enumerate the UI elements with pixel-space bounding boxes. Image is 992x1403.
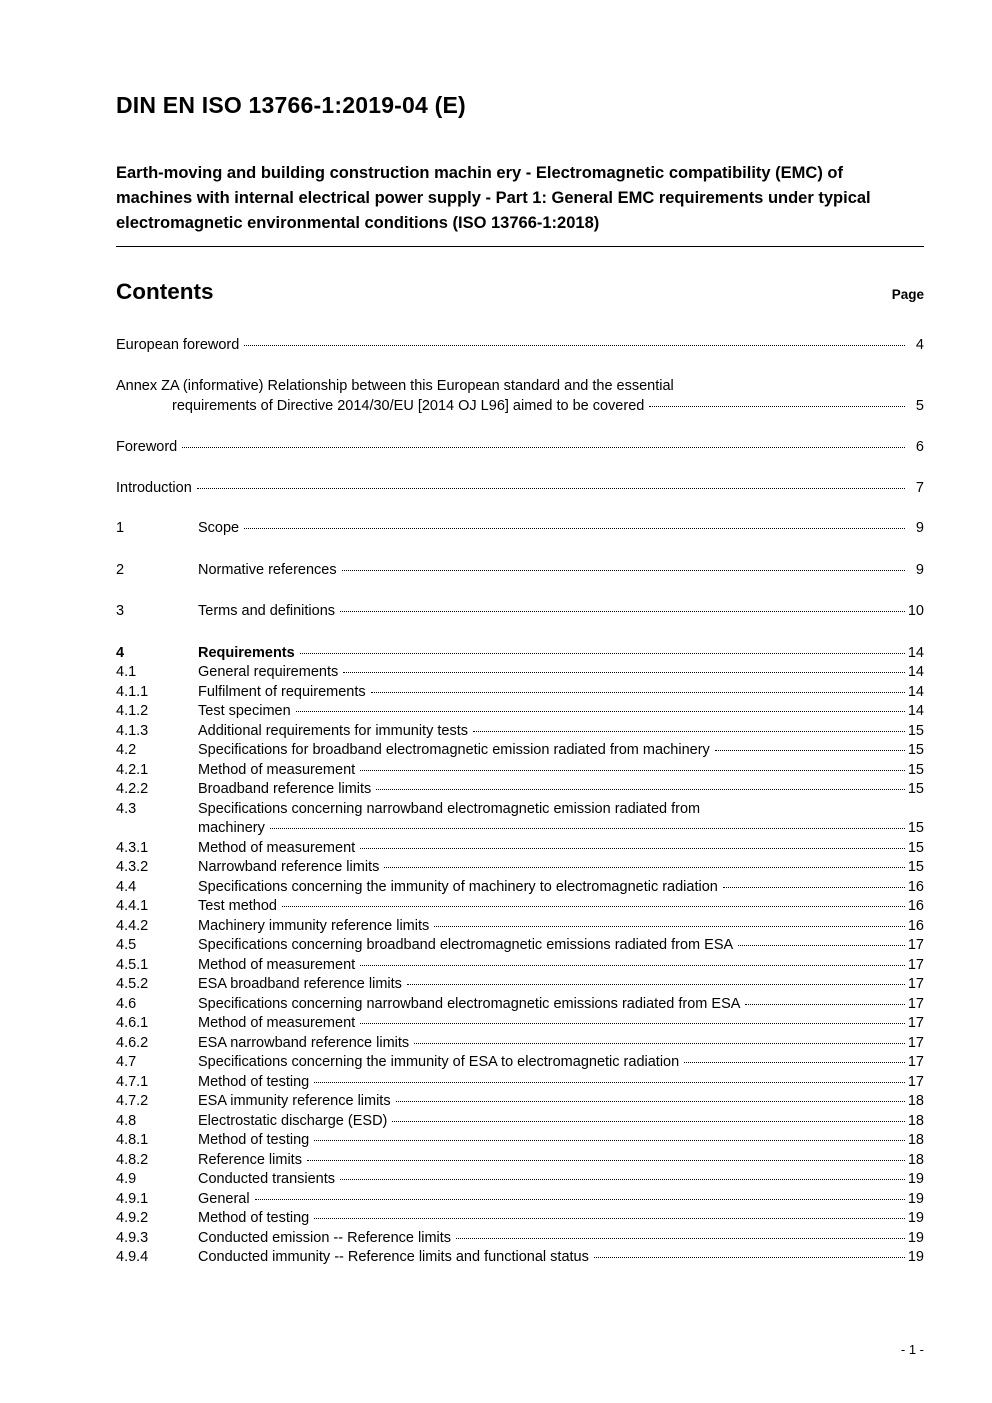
toc-clause-page: 15 (907, 820, 924, 836)
leader-dots (594, 1257, 905, 1258)
leader-dots (296, 711, 905, 712)
toc-clause-row[interactable] (116, 1151, 924, 1171)
leader-dots (360, 848, 905, 849)
toc-clause-row[interactable] (116, 839, 924, 859)
toc-clause-number: 4.8.1 (116, 1132, 149, 1148)
toc-clause-row[interactable] (116, 1248, 924, 1268)
title-divider (116, 246, 924, 247)
contents-heading: Contents (116, 279, 214, 304)
toc-entry-label-second-line (116, 396, 924, 416)
toc-clause-row[interactable] (116, 683, 924, 703)
toc-clause-page: 15 (907, 761, 924, 778)
toc-clause-page: 17 (907, 937, 924, 953)
toc-clause-row[interactable] (116, 858, 924, 878)
toc-clause-label: Reference limits (198, 1151, 302, 1168)
toc-clause-label: Specifications concerning the immunity of machinery to electromagnetic radiation (198, 878, 718, 895)
toc-clause-page: 16 (907, 878, 924, 895)
toc-clause-row[interactable] (116, 722, 924, 742)
toc-clause-label: General (198, 1190, 250, 1207)
toc-clause-page: 19 (907, 1171, 924, 1187)
toc-clause-page: 19 (907, 1190, 924, 1207)
toc-clause-page: 15 (907, 781, 924, 797)
leader-dots (434, 926, 905, 927)
toc-clause-page: 18 (907, 1093, 924, 1109)
toc-entry-foreword[interactable] (116, 437, 924, 457)
toc-clause-number: 4.1.2 (116, 703, 149, 719)
leader-dots (282, 906, 905, 907)
leader-dots (343, 672, 905, 673)
toc-clause-row[interactable] (116, 761, 924, 781)
toc-clause-row[interactable] (116, 1170, 924, 1190)
leader-dots (314, 1082, 905, 1083)
leader-dots (255, 1199, 905, 1200)
toc-clause-row-continued[interactable] (116, 819, 924, 839)
toc-clause-label: Method of measurement (198, 956, 356, 973)
toc-clause-label: Specifications concerning the immunity of ESA to electromagnetic radiation (198, 1054, 680, 1070)
leader-dots (384, 867, 905, 868)
toc-clause-number: 4.7 (116, 1054, 137, 1070)
toc-clause-row[interactable] (116, 519, 924, 539)
toc-clause-number: 4.6 (116, 995, 137, 1012)
toc-entry-page: 4 (915, 337, 924, 353)
toc-clause-row[interactable] (116, 1073, 924, 1093)
toc-clause-row[interactable] (116, 1112, 924, 1132)
toc-clause-list (116, 519, 924, 1268)
page-column-label: Page (891, 287, 924, 302)
leader-dots (342, 570, 905, 571)
contents-header-row (116, 279, 924, 305)
toc-clause-number: 4.5 (116, 937, 137, 953)
toc-clause-label: Specifications for broadband electromagnetic emission radiated from machinery (198, 742, 710, 758)
document-number: DIN EN ISO 13766-1:2019-04 (E) (116, 92, 466, 118)
leader-dots (360, 965, 905, 966)
toc-clause-label: Additional requirements for immunity tests (198, 722, 468, 739)
leader-dots (407, 984, 905, 985)
toc-clause-label: General requirements (198, 664, 339, 680)
toc-entry-label: Foreword (116, 439, 178, 455)
leader-dots (649, 406, 905, 407)
toc-clause-label: Method of testing (198, 1132, 310, 1148)
toc-clause-number: 4.3.2 (116, 859, 149, 875)
toc-clause-page: 19 (907, 1249, 924, 1265)
toc-clause-row[interactable] (116, 663, 924, 683)
toc-clause-number: 4.8.2 (116, 1151, 149, 1168)
toc-clause-row[interactable] (116, 1190, 924, 1210)
toc-clause-label: Test method (198, 898, 277, 914)
toc-clause-number: 4.8 (116, 1112, 137, 1129)
toc-clause-number: 4.9 (116, 1171, 137, 1187)
toc-clause-label: Conducted transients (198, 1171, 336, 1187)
toc-clause-row[interactable] (116, 741, 924, 761)
toc-clause-label: ESA immunity reference limits (198, 1093, 391, 1109)
toc-entry-annex-za[interactable] (116, 376, 924, 416)
table-of-contents (116, 335, 924, 1268)
leader-dots (197, 488, 905, 489)
toc-clause-row[interactable] (116, 975, 924, 995)
toc-clause-page: 19 (907, 1229, 924, 1246)
leader-dots (376, 789, 905, 790)
leader-dots (340, 1179, 905, 1180)
toc-clause-label: Scope (198, 520, 240, 536)
leader-dots (414, 1043, 905, 1044)
toc-entry-label: Introduction (116, 480, 192, 496)
toc-clause-page: 17 (907, 976, 924, 992)
toc-clause-number: 3 (116, 603, 125, 619)
toc-clause-page: 15 (907, 722, 924, 739)
leader-dots (456, 1238, 905, 1239)
toc-clause-number: 4.3.1 (116, 839, 149, 856)
toc-clause-number: 4.1.3 (116, 722, 149, 739)
toc-clause-label: Test specimen (198, 703, 291, 719)
toc-clause-page: 9 (915, 561, 924, 578)
document-title: Earth-moving and building construction machin ery - Electromagnetic compatibility (EMC) of machines with internal electrical power supply - Part 1: General EMC requirements under typical electromagnetic environmental conditions (ISO 13766-1:2018) (116, 164, 871, 232)
leader-dots (745, 1004, 904, 1005)
leader-dots (270, 828, 905, 829)
toc-clause-label: Specifications concerning broadband electromagnetic emissions radiated from ESA (198, 937, 734, 953)
leader-dots (715, 750, 905, 751)
toc-clause-label: Conducted emission -- Reference limits (198, 1229, 452, 1246)
toc-clause-row[interactable] (116, 702, 924, 722)
toc-clause-label: Narrowband reference limits (198, 859, 380, 875)
toc-clause-page: 17 (907, 956, 924, 973)
toc-clause-page: 16 (907, 917, 924, 934)
leader-dots (244, 345, 905, 346)
leader-dots (314, 1140, 905, 1141)
toc-clause-row[interactable] (116, 780, 924, 800)
toc-clause-number: 4.7.2 (116, 1093, 149, 1109)
toc-clause-row[interactable] (116, 995, 924, 1015)
toc-clause-page: 18 (907, 1151, 924, 1168)
leader-dots (392, 1121, 904, 1122)
toc-clause-row[interactable] (116, 1014, 924, 1034)
toc-clause-page: 17 (907, 1034, 924, 1051)
toc-clause-row[interactable] (116, 800, 924, 820)
toc-clause-page: 14 (907, 664, 924, 680)
toc-clause-label: Method of measurement (198, 839, 356, 856)
toc-clause-label: Conducted immunity -- Reference limits and functional status (198, 1249, 589, 1265)
toc-clause-row[interactable] (116, 1034, 924, 1054)
toc-clause-number: 4.9.1 (116, 1190, 149, 1207)
toc-clause-page: 17 (907, 1073, 924, 1090)
toc-clause-number: 1 (116, 520, 125, 536)
toc-clause-number: 2 (116, 561, 125, 578)
toc-clause-number: 4 (116, 644, 125, 661)
toc-clause-label: Broadband reference limits (198, 781, 372, 797)
toc-clause-number: 4.9.3 (116, 1229, 149, 1246)
toc-clause-row[interactable] (116, 936, 924, 956)
toc-clause-label: Method of testing (198, 1210, 310, 1226)
leader-dots (360, 1023, 905, 1024)
toc-clause-number: 4.9.2 (116, 1210, 149, 1226)
toc-clause-number: 4.1 (116, 664, 137, 680)
toc-clause-page: 15 (907, 839, 924, 856)
toc-clause-row[interactable] (116, 1053, 924, 1073)
toc-clause-row[interactable] (116, 878, 924, 898)
toc-clause-page: 10 (907, 603, 924, 619)
toc-clause-label: Specifications concerning narrowband electromagnetic emissions radiated from ESA (198, 995, 741, 1012)
toc-clause-label: Method of measurement (198, 1015, 356, 1031)
toc-clause-label: Method of measurement (198, 761, 356, 778)
leader-dots (244, 528, 905, 529)
toc-entry-european-foreword[interactable] (116, 335, 924, 355)
toc-clause-row[interactable] (116, 561, 924, 581)
toc-clause-page: 17 (907, 995, 924, 1012)
toc-clause-label: Terms and definitions (198, 603, 336, 619)
toc-clause-page: 18 (907, 1132, 924, 1148)
toc-entry-label-continued: requirements of Directive 2014/30/EU [2014 OJ L96] aimed to be covered (172, 398, 645, 414)
toc-clause-number: 4.2.1 (116, 761, 149, 778)
leader-dots (314, 1218, 905, 1219)
toc-clause-row[interactable] (116, 956, 924, 976)
toc-clause-number: 4.4 (116, 878, 137, 895)
toc-clause-page: 19 (907, 1210, 924, 1226)
toc-clause-number: 4.4.2 (116, 917, 149, 934)
leader-dots (723, 887, 905, 888)
toc-clause-number: 4.4.1 (116, 898, 149, 914)
toc-clause-row[interactable] (116, 602, 924, 622)
toc-clause-number: 4.1.1 (116, 683, 149, 700)
toc-clause-page: 17 (907, 1015, 924, 1031)
toc-clause-label: Machinery immunity reference limits (198, 917, 430, 934)
toc-clause-label: Specifications concerning narrowband electromagnetic emission radiated from (198, 800, 701, 817)
toc-clause-row[interactable] (116, 644, 924, 664)
toc-entry-label: Annex ZA (informative) Relationship between this European standard and the essential (116, 378, 674, 394)
toc-entry-label: European foreword (116, 337, 240, 353)
toc-clause-page: 14 (907, 703, 924, 719)
toc-clause-label: ESA broadband reference limits (198, 976, 402, 992)
toc-clause-label: Method of testing (198, 1073, 310, 1090)
leader-dots (396, 1101, 905, 1102)
toc-clause-page: 16 (907, 898, 924, 914)
toc-clause-number: 4.5.1 (116, 956, 149, 973)
toc-clause-page: 9 (915, 520, 924, 536)
toc-clause-number: 4.2 (116, 742, 137, 758)
leader-dots (684, 1062, 905, 1063)
toc-clause-number: 4.5.2 (116, 976, 149, 992)
leader-dots (371, 692, 905, 693)
toc-clause-row[interactable] (116, 897, 924, 917)
toc-clause-label: Fulfilment of requirements (198, 683, 366, 700)
toc-clause-label: Normative references (198, 561, 337, 578)
toc-clause-label-continued: machinery (198, 820, 265, 836)
toc-clause-page: 15 (907, 859, 924, 875)
toc-clause-number: 4.6.2 (116, 1034, 149, 1051)
leader-dots (738, 945, 905, 946)
toc-entry-page: 6 (915, 439, 924, 455)
toc-clause-row[interactable] (116, 917, 924, 937)
toc-clause-page: 14 (907, 644, 924, 661)
toc-clause-label: Electrostatic discharge (ESD) (198, 1112, 388, 1129)
toc-entry-page: 7 (915, 480, 924, 496)
leader-dots (360, 770, 905, 771)
leader-dots (300, 653, 905, 654)
leader-dots (340, 611, 905, 612)
toc-clause-page: 17 (907, 1054, 924, 1070)
toc-entry-introduction[interactable] (116, 478, 924, 498)
toc-clause-page: 14 (907, 683, 924, 700)
toc-clause-number: 4.6.1 (116, 1015, 149, 1031)
toc-clause-number: 4.7.1 (116, 1073, 149, 1090)
toc-entry-page: 5 (915, 398, 924, 414)
page-number-footer: - 1 - (900, 1342, 924, 1357)
leader-dots (182, 447, 905, 448)
toc-clause-label: ESA narrowband reference limits (198, 1034, 410, 1051)
toc-clause-row[interactable] (116, 1209, 924, 1229)
toc-clause-number: 4.2.2 (116, 781, 149, 797)
leader-dots (307, 1160, 905, 1161)
toc-clause-label: Requirements (198, 644, 295, 661)
toc-clause-page: 15 (907, 742, 924, 758)
page-content (116, 0, 924, 1403)
toc-clause-row[interactable] (116, 1229, 924, 1249)
toc-clause-number: 4.3 (116, 800, 137, 817)
leader-dots (473, 731, 905, 732)
toc-clause-row[interactable] (116, 1092, 924, 1112)
toc-clause-row[interactable] (116, 1131, 924, 1151)
toc-clause-page: 18 (907, 1112, 924, 1129)
toc-clause-number: 4.9.4 (116, 1249, 149, 1265)
